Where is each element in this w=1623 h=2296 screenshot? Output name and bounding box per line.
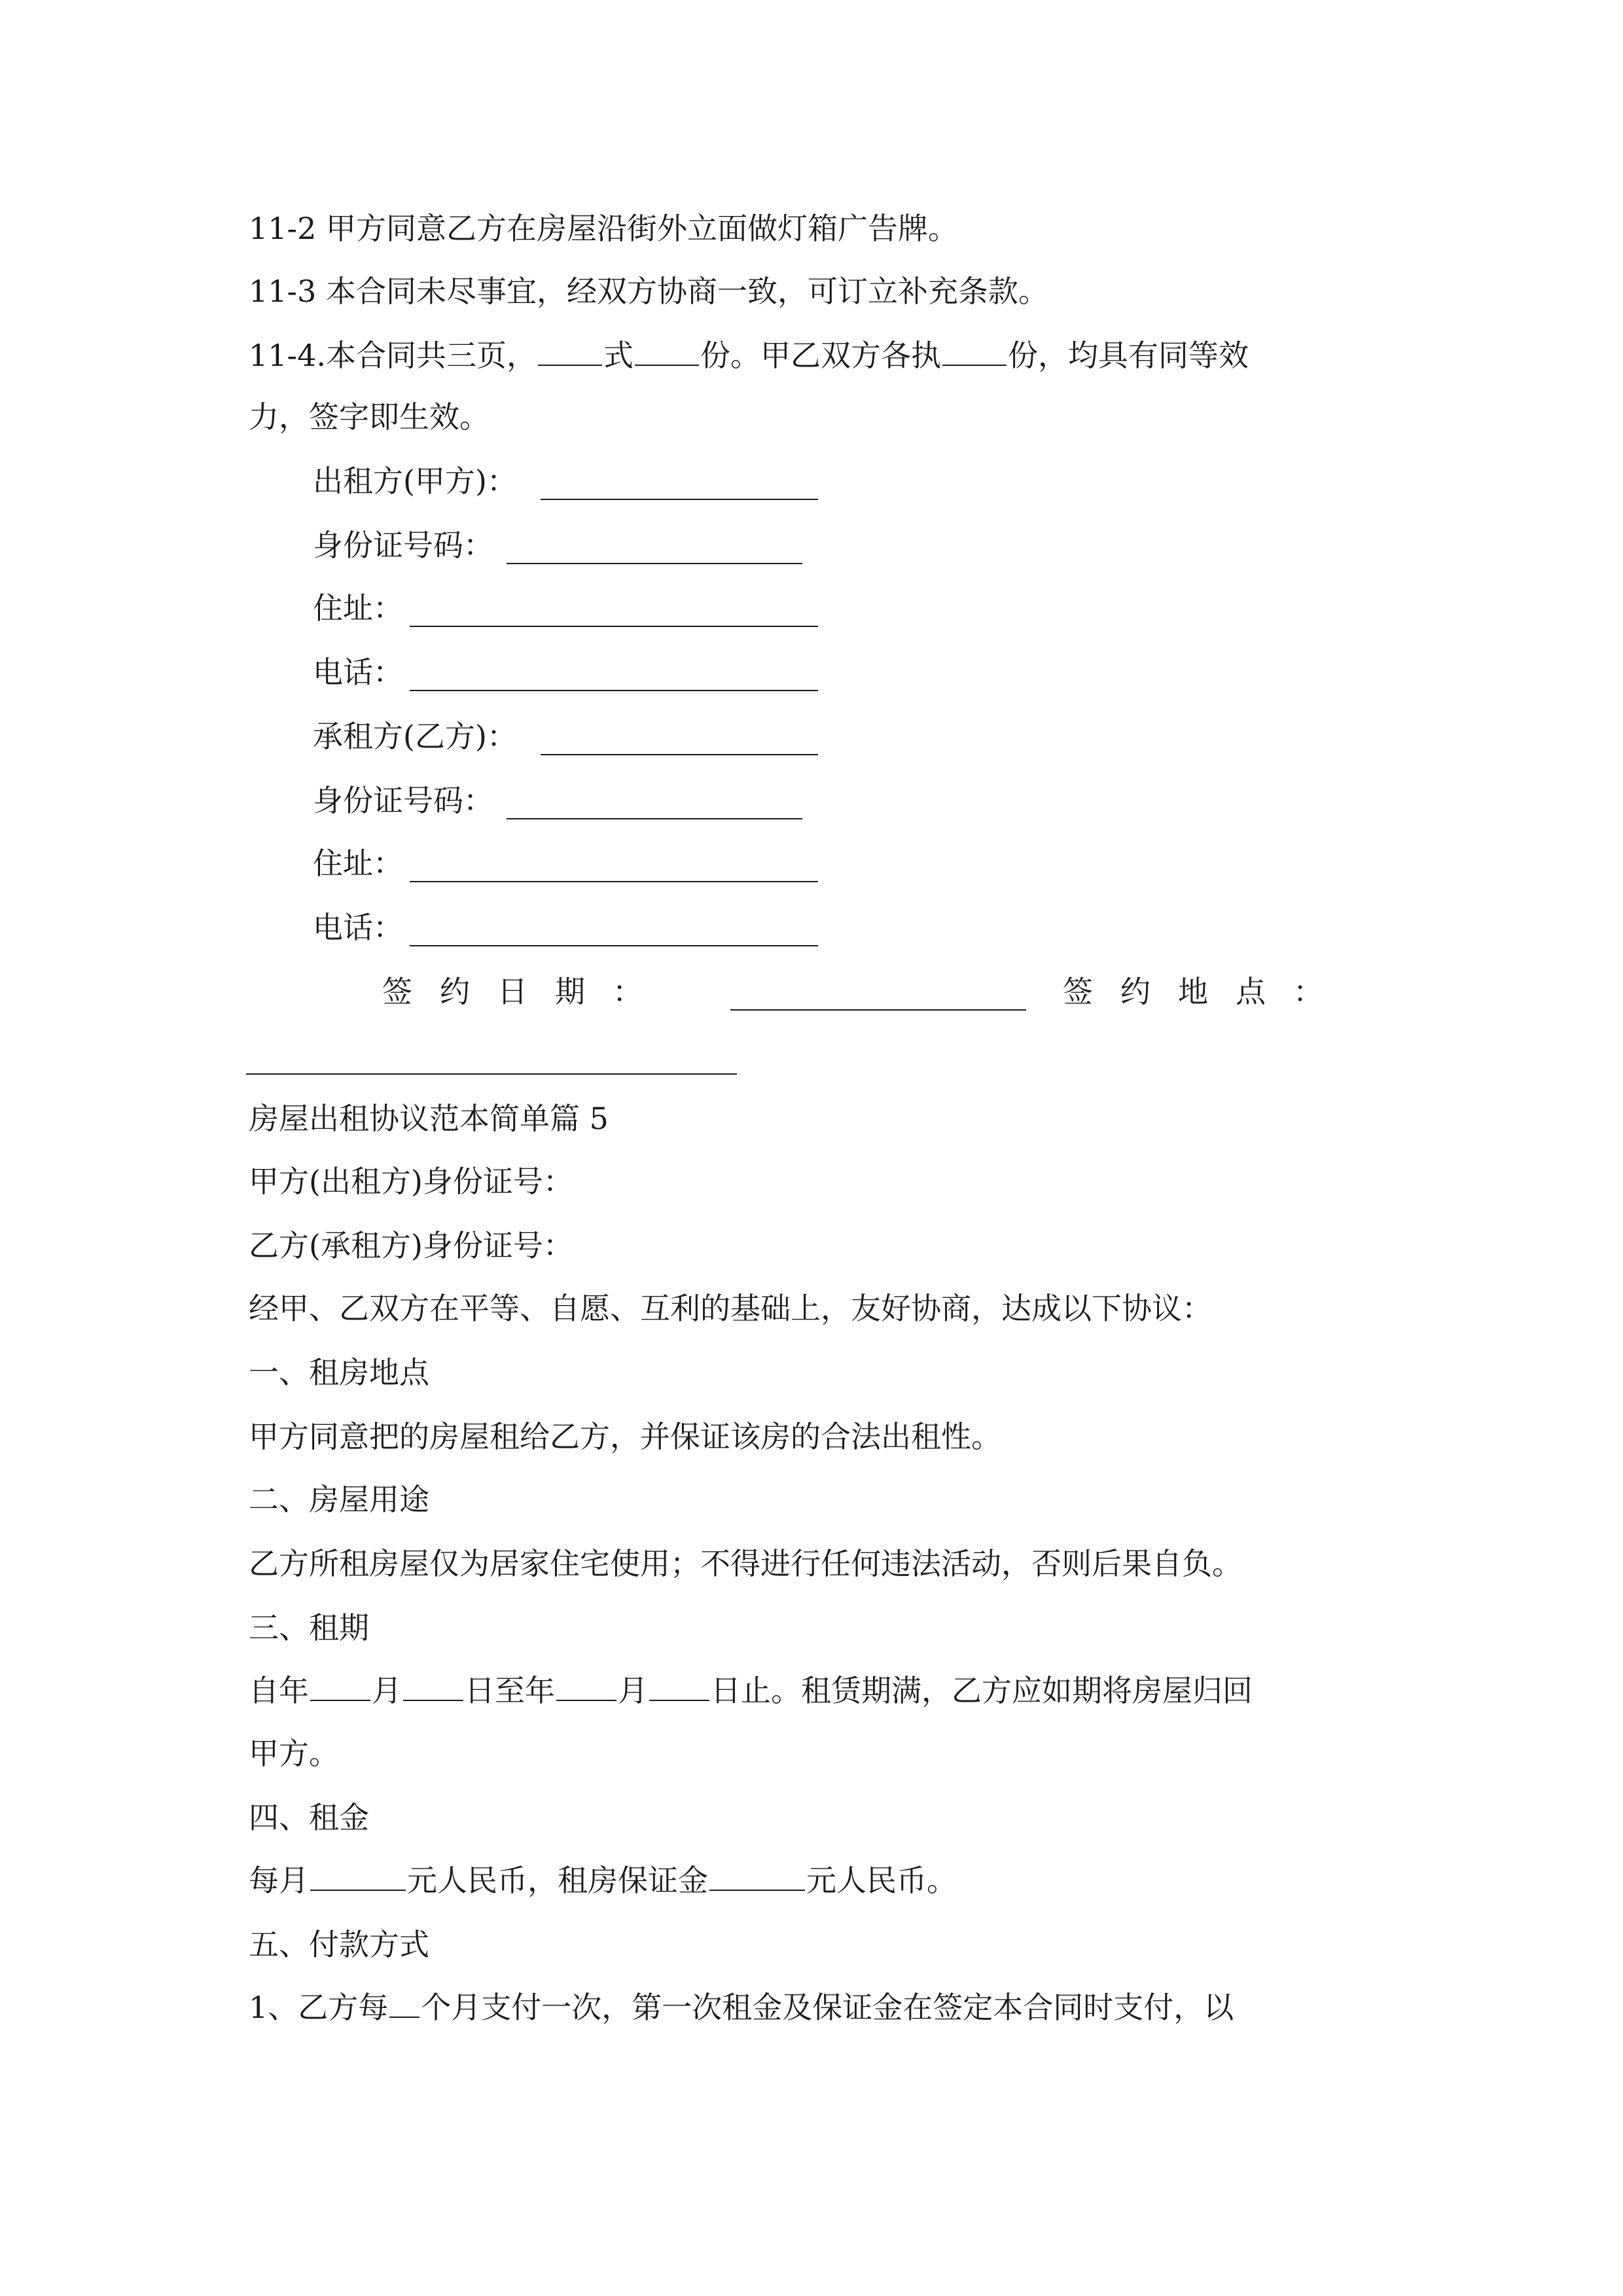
lessee-phone-field[interactable] [410,945,818,946]
lessor-phone-field[interactable] [410,690,818,691]
paragraph-location: 甲方同意把的房屋租给乙方，并保证该房的合法出租性。 [249,1419,1001,1454]
sign-place-field[interactable] [246,1073,737,1075]
clause-11-4-continuation: 力，签字即生效。 [249,399,490,435]
rent-text-a: 每月 [249,1863,309,1898]
blank-copies-each[interactable] [942,334,1007,366]
paragraph-rent [249,1859,957,1902]
term-text-e: 日止。租赁期满，乙方应如期将房屋归回 [711,1673,1253,1708]
paragraph-usage: 乙方所租房屋仅为居家住宅使用；不得进行任何违法活动，否则后果自负。 [249,1546,1242,1581]
blank-deposit[interactable] [709,1859,805,1891]
preamble: 经甲、乙双方在平等、自愿、互利的基础上，友好协商，达成以下协议： [249,1291,1212,1326]
lessor-name-field[interactable] [541,499,818,500]
heading-payment: 五、付款方式 [249,1927,429,1962]
payment-text-b: 个月支付一次，第一次租金及保证金在签定本合同时支付，以 [421,1990,1234,2025]
blank-end-month[interactable] [556,1670,616,1701]
term-text-a: 自年 [249,1673,309,1708]
term-text-b: 月 [372,1673,402,1708]
paragraph-term [249,1669,1253,1712]
term-text-d: 月 [618,1673,648,1708]
lessee-name-field[interactable] [541,754,818,755]
lessee-address-label: 住址： [313,846,403,881]
lessor-id-label: 身份证号码： [313,528,493,563]
blank-start-month[interactable] [310,1670,370,1701]
heading-usage: 二、房屋用途 [249,1482,429,1517]
blank-monthly-rent[interactable] [310,1859,406,1891]
clause-11-4-text-c: 份。甲乙双方各执 [700,338,941,373]
clause-11-4-text-a: 11-4.本合同共三页， [249,338,537,373]
lessee-phone-label: 电话： [313,910,403,945]
lessee-id-field[interactable] [507,818,802,819]
blank-end-day[interactable] [649,1670,709,1701]
clause-11-4-text-d: 份，均具有同等效 [1007,338,1249,373]
term-text-c: 日至年 [465,1673,555,1708]
rent-text-c: 元人民币。 [806,1863,957,1898]
heading-rent: 四、租金 [249,1800,369,1835]
sign-date-field[interactable] [730,1009,1026,1011]
blank-payment-months[interactable] [389,1986,419,2018]
heading-location: 一、租房地点 [249,1355,429,1390]
lessee-address-field[interactable] [410,881,818,882]
blank-copies-total[interactable] [538,334,602,366]
party-a-id: 甲方(出租方)身份证号： [249,1164,573,1199]
lessor-address-label: 住址： [313,590,403,626]
clause-11-4 [249,334,1249,377]
paragraph-payment [249,1986,1234,2029]
payment-text-a: 1、乙方每 [249,1990,389,2025]
clause-11-3: 11-3 本合同未尽事宜，经双方协商一致，可订立补充条款。 [249,274,1048,309]
lessee-label: 承租方(乙方)： [313,719,517,754]
heading-term: 三、租期 [249,1610,369,1645]
blank-start-day[interactable] [403,1670,463,1701]
clause-11-2: 11-2 甲方同意乙方在房屋沿街外立面做灯箱广告牌。 [249,211,958,246]
sign-date-label: 签约日期： [382,974,670,1009]
blank-copies-count[interactable] [635,334,699,366]
rent-text-b: 元人民币，租房保证金 [407,1863,708,1898]
paragraph-term-continuation: 甲方。 [249,1736,339,1771]
lessor-id-field[interactable] [507,563,802,564]
clause-11-4-text-b: 式 [603,338,633,373]
lessor-label: 出租方(甲方)： [313,463,517,499]
sign-place-label: 签约地点： [1063,974,1351,1009]
party-b-id: 乙方(承租方)身份证号： [249,1228,573,1263]
lessor-address-field[interactable] [410,626,818,627]
section-title: 房屋出租协议范本简单篇 5 [249,1101,609,1136]
lessee-id-label: 身份证号码： [313,783,493,818]
lessor-phone-label: 电话： [313,655,403,690]
